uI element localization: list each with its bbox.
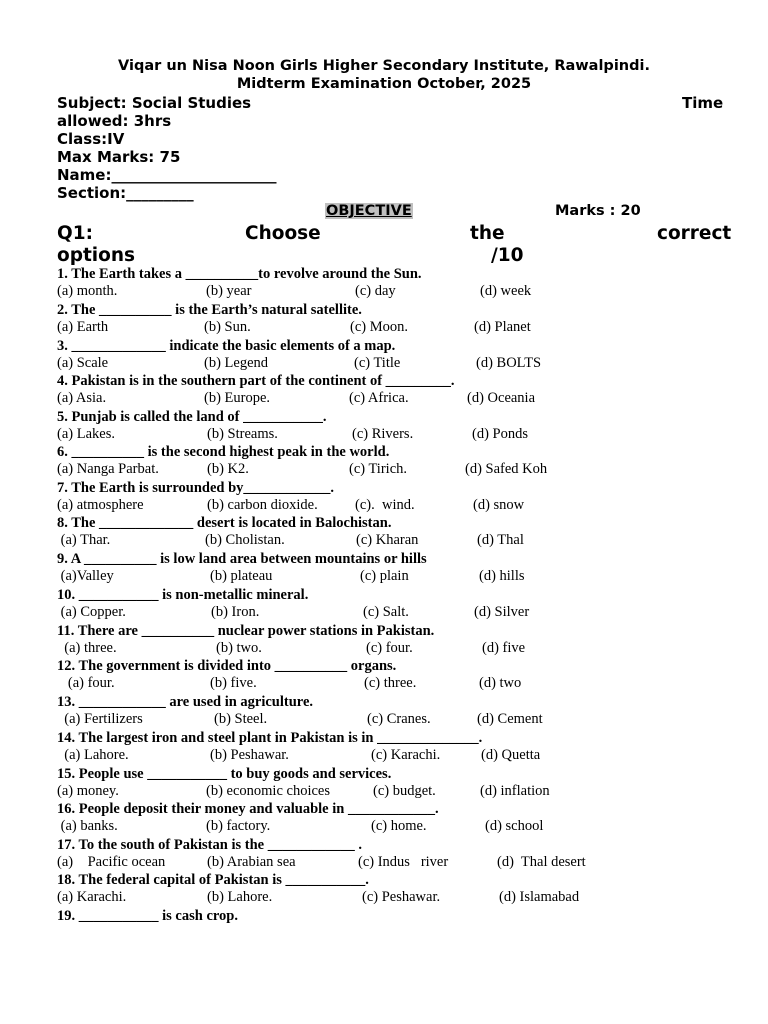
question-2-option-d: (d) Planet: [474, 319, 531, 335]
question-18-option-c: (c) Peshawar.: [362, 889, 441, 905]
time-label: Time: [682, 94, 724, 112]
question-11-option-c: (c) four.: [366, 640, 413, 656]
q1-word-the: the: [470, 223, 505, 244]
question-14-option-c: (c) Karachi.: [371, 747, 441, 763]
subject-line: Subject: Social Studies: [57, 94, 252, 112]
question-3-option-a: (a) Scale: [57, 355, 109, 371]
question-15-option-d: (d) inflation: [480, 783, 550, 799]
question-15-option-a: (a) money.: [57, 783, 119, 799]
question-6-option-d: (d) Safed Koh: [465, 461, 548, 477]
question-12-text: 12. The government is divided into __________ organs.: [57, 658, 397, 674]
objective-heading: OBJECTIVE: [326, 203, 412, 219]
question-7-option-b: (b) carbon dioxide.: [207, 497, 318, 513]
question-13-option-b: (b) Steel.: [214, 711, 268, 727]
question-3-option-b: (b) Legend: [204, 355, 269, 371]
question-2-option-a: (a) Earth: [57, 319, 109, 335]
question-5-text: 5. Punjab is called the land of ___________.: [57, 409, 327, 425]
question-11-option-a: (a) three.: [57, 640, 117, 656]
q1-word-choose: Choose: [245, 223, 321, 244]
question-8-option-d: (d) Thal: [477, 532, 524, 548]
time-allowed: allowed: 3hrs: [57, 112, 172, 130]
question-11-text: 11. There are __________ nuclear power stations in Pakistan.: [57, 623, 435, 639]
question-10-option-a: (a) Copper.: [57, 604, 126, 620]
question-18-option-b: (b) Lahore.: [207, 889, 273, 905]
name-field: Name:______________________: [57, 166, 277, 184]
question-3-option-c: (c) Title: [354, 355, 401, 371]
question-3-option-d: (d) BOLTS: [476, 355, 542, 371]
question-7-text: 7. The Earth is surrounded by____________.: [57, 480, 335, 496]
q1-label: Q1:: [57, 223, 93, 244]
question-7-option-d: (d) snow: [473, 497, 525, 513]
question-10-text: 10. ___________ is non-metallic mineral.: [57, 587, 309, 603]
question-5-option-a: (a) Lakes.: [57, 426, 115, 442]
question-9-text: 9. A __________ is low land area between mountains or hills: [57, 551, 427, 567]
institute-title: Viqar un Nisa Noon Girls Higher Secondary Institute, Rawalpindi.: [118, 58, 650, 74]
question-4-option-c: (c) Africa.: [349, 390, 409, 406]
q1-word-options: options: [57, 245, 136, 266]
question-12-option-a: (a) four.: [57, 675, 115, 691]
question-18-option-a: (a) Karachi.: [57, 889, 127, 905]
question-10-option-b: (b) Iron.: [211, 604, 260, 620]
question-19-text: 19. ___________ is cash crop.: [57, 908, 238, 924]
question-6-option-a: (a) Nanga Parbat.: [57, 461, 159, 477]
question-1-option-d: (d) week: [480, 283, 532, 299]
question-10-option-c: (c) Salt.: [363, 604, 409, 620]
question-17-option-c: (c) Indus river: [358, 854, 449, 870]
question-8-option-a: (a) Thar.: [57, 532, 111, 548]
question-7-option-a: (a) atmosphere: [57, 497, 144, 513]
question-18-option-d: (d) Islamabad: [499, 889, 580, 905]
question-17-option-b: (b) Arabian sea: [207, 854, 296, 870]
question-15-option-c: (c) budget.: [373, 783, 436, 799]
question-5-option-d: (d) Ponds: [472, 426, 528, 442]
question-1-option-c: (c) day: [355, 283, 396, 299]
question-14-option-a: (a) Lahore.: [57, 747, 129, 763]
question-13-option-a: (a) Fertilizers: [57, 711, 143, 727]
question-4-option-d: (d) Oceania: [467, 390, 536, 406]
question-4-text: 4. Pakistan is in the southern part of the continent of _________.: [57, 373, 455, 389]
max-marks-line: Max Marks: 75: [57, 148, 181, 166]
question-11-option-b: (b) two.: [216, 640, 262, 656]
question-14-text: 14. The largest iron and steel plant in Pakistan is in ______________.: [57, 730, 483, 746]
question-6-option-b: (b) K2.: [207, 461, 249, 477]
question-2-option-c: (c) Moon.: [350, 319, 408, 335]
question-8-text: 8. The _____________ desert is located in Balochistan.: [57, 515, 392, 531]
question-16-option-a: (a) banks.: [57, 818, 118, 834]
question-3-text: 3. _____________ indicate the basic elements of a map.: [57, 338, 396, 354]
q1-word-correct: correct: [657, 223, 732, 244]
question-9-option-b: (b) plateau: [210, 568, 273, 584]
q1-score: /10: [491, 245, 524, 266]
question-15-option-b: (b) economic choices: [206, 783, 331, 799]
question-2-option-b: (b) Sun.: [204, 319, 251, 335]
question-9-option-c: (c) plain: [360, 568, 409, 584]
section-field: Section:_________: [57, 184, 194, 202]
question-4-option-a: (a) Asia.: [57, 390, 107, 406]
question-8-option-c: (c) Kharan: [356, 532, 419, 548]
question-1-option-b: (b) year: [206, 283, 252, 299]
question-6-option-c: (c) Tirich.: [349, 461, 407, 477]
question-12-option-b: (b) five.: [210, 675, 257, 691]
question-17-option-a: (a) Pacific ocean: [57, 854, 166, 870]
question-13-option-c: (c) Cranes.: [367, 711, 431, 727]
question-10-option-d: (d) Silver: [474, 604, 530, 620]
question-16-option-b: (b) factory.: [206, 818, 271, 834]
question-5-option-b: (b) Streams.: [207, 426, 278, 442]
objective-marks: Marks : 20: [555, 203, 641, 219]
question-1-text: 1. The Earth takes a __________to revolve around the Sun.: [57, 266, 422, 282]
question-12-option-d: (d) two: [479, 675, 522, 691]
question-13-text: 13. ____________ are used in agriculture.: [57, 694, 314, 710]
question-15-text: 15. People use ___________ to buy goods and services.: [57, 766, 392, 782]
question-17-text: 17. To the south of Pakistan is the ____________ .: [57, 837, 362, 853]
question-6-text: 6. __________ is the second highest peak in the world.: [57, 444, 390, 460]
question-8-option-b: (b) Cholistan.: [205, 532, 285, 548]
question-4-option-b: (b) Europe.: [204, 390, 271, 406]
class-line: Class:IV: [57, 130, 125, 148]
question-13-option-d: (d) Cement: [477, 711, 543, 727]
question-5-option-c: (c) Rivers.: [352, 426, 414, 442]
question-18-text: 18. The federal capital of Pakistan is ___________.: [57, 872, 369, 888]
question-16-text: 16. People deposit their money and valuable in ____________.: [57, 801, 439, 817]
question-14-option-b: (b) Peshawar.: [210, 747, 289, 763]
question-7-option-c: (c). wind.: [355, 497, 415, 513]
exam-title: Midterm Examination October, 2025: [236, 76, 532, 92]
question-14-option-d: (d) Quetta: [481, 747, 541, 763]
question-12-option-c: (c) three.: [364, 675, 417, 691]
question-11-option-d: (d) five: [482, 640, 526, 656]
question-9-option-d: (d) hills: [479, 568, 525, 584]
question-17-option-d: (d) Thal desert: [497, 854, 586, 870]
question-2-text: 2. The __________ is the Earth’s natural satellite.: [57, 302, 362, 318]
question-1-option-a: (a) month.: [57, 283, 118, 299]
question-16-option-c: (c) home.: [371, 818, 427, 834]
question-9-option-a: (a)Valley: [57, 568, 114, 584]
question-16-option-d: (d) school: [485, 818, 544, 834]
